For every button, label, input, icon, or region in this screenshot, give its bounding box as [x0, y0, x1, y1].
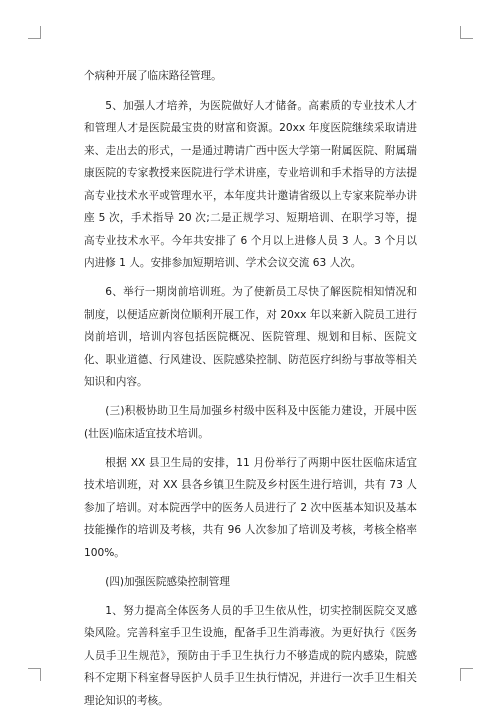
paragraph-continuation: 个病种开展了临床路径管理。 [84, 70, 222, 82]
crop-mark-bottom-right [460, 668, 473, 681]
section-heading-infection-control: (四)加强医院感染控制管理 [105, 575, 230, 588]
crop-mark-top-right [460, 26, 473, 39]
paragraph-tcm-training: 根据 XX 县卫生局的安排，11 月份举行了两期中医壮医临床适宜技术培训班，对 XX 县各乡镇卫生院及乡村医生进行培训，共有 73 人参加了培训。对本院西学中的医务人员进行了 2 次中医基本知识及基本技能操作的培训及考核，共有 96 人次参加了培训及考核，考核全格率 100%。 [84, 456, 417, 559]
paragraph-hand-hygiene: 1、努力提高全体医务人员的手卫生依从性，切实控制医院交叉感染风险。完善科室手卫生设施，配备手卫生消毒液。为更好执行《医务人员手卫生规范》，预防由于手卫生执行力不够造成的院内感染，院感科不定期下科室督导医护人员手卫生执行情况，并进行一次手卫生相关理论知识的考核。 [84, 604, 417, 707]
crop-mark-top-left [28, 26, 41, 39]
section-heading-tcm-capacity: (三)积极协助卫生局加强乡村级中医科及中医能力建设，开展中医(壮医)临床适宜技术培训。 [84, 405, 417, 440]
crop-mark-bottom-left [28, 668, 41, 681]
paragraph-talent-training: 5、加强人才培养，为医院做好人才储备。高素质的专业技术人才和管理人才是医院最宝贵的财富和资源。20xx 年度医院继续采取请进来、走出去的形式，一是通过聘请广西中医大学第一附属医院、附属瑞康医院的专家教授来医院进行学术讲座，专业培训和手术指导的方法提高专业技术水平或管理水平，本年度共计邀请省级以上专家来院举办讲座 5 次，手术指导 20 次;二是正规学习、短期培训、在职学习等，提高专业技术水平。今年共安排了 6 个月以上进修人员 3 人。3 个月以内进修 1 人。安排参加短期培训、学术会议交流 63 人次。 [84, 99, 417, 269]
paragraph-orientation-training: 6、举行一期岗前培训班。为了使新员工尽快了解医院相知情况和制度，以便适应新岗位顺利开展工作，对 20xx 年以来新入院员工进行岗前培训，培训内容包括医院概况、医院管理、规划和目标、医院文化、职业道德、行风建设、医院感染控制、防范医疗纠纷与事故等相关知识和内容。 [84, 286, 417, 388]
document-body [84, 65, 417, 719]
